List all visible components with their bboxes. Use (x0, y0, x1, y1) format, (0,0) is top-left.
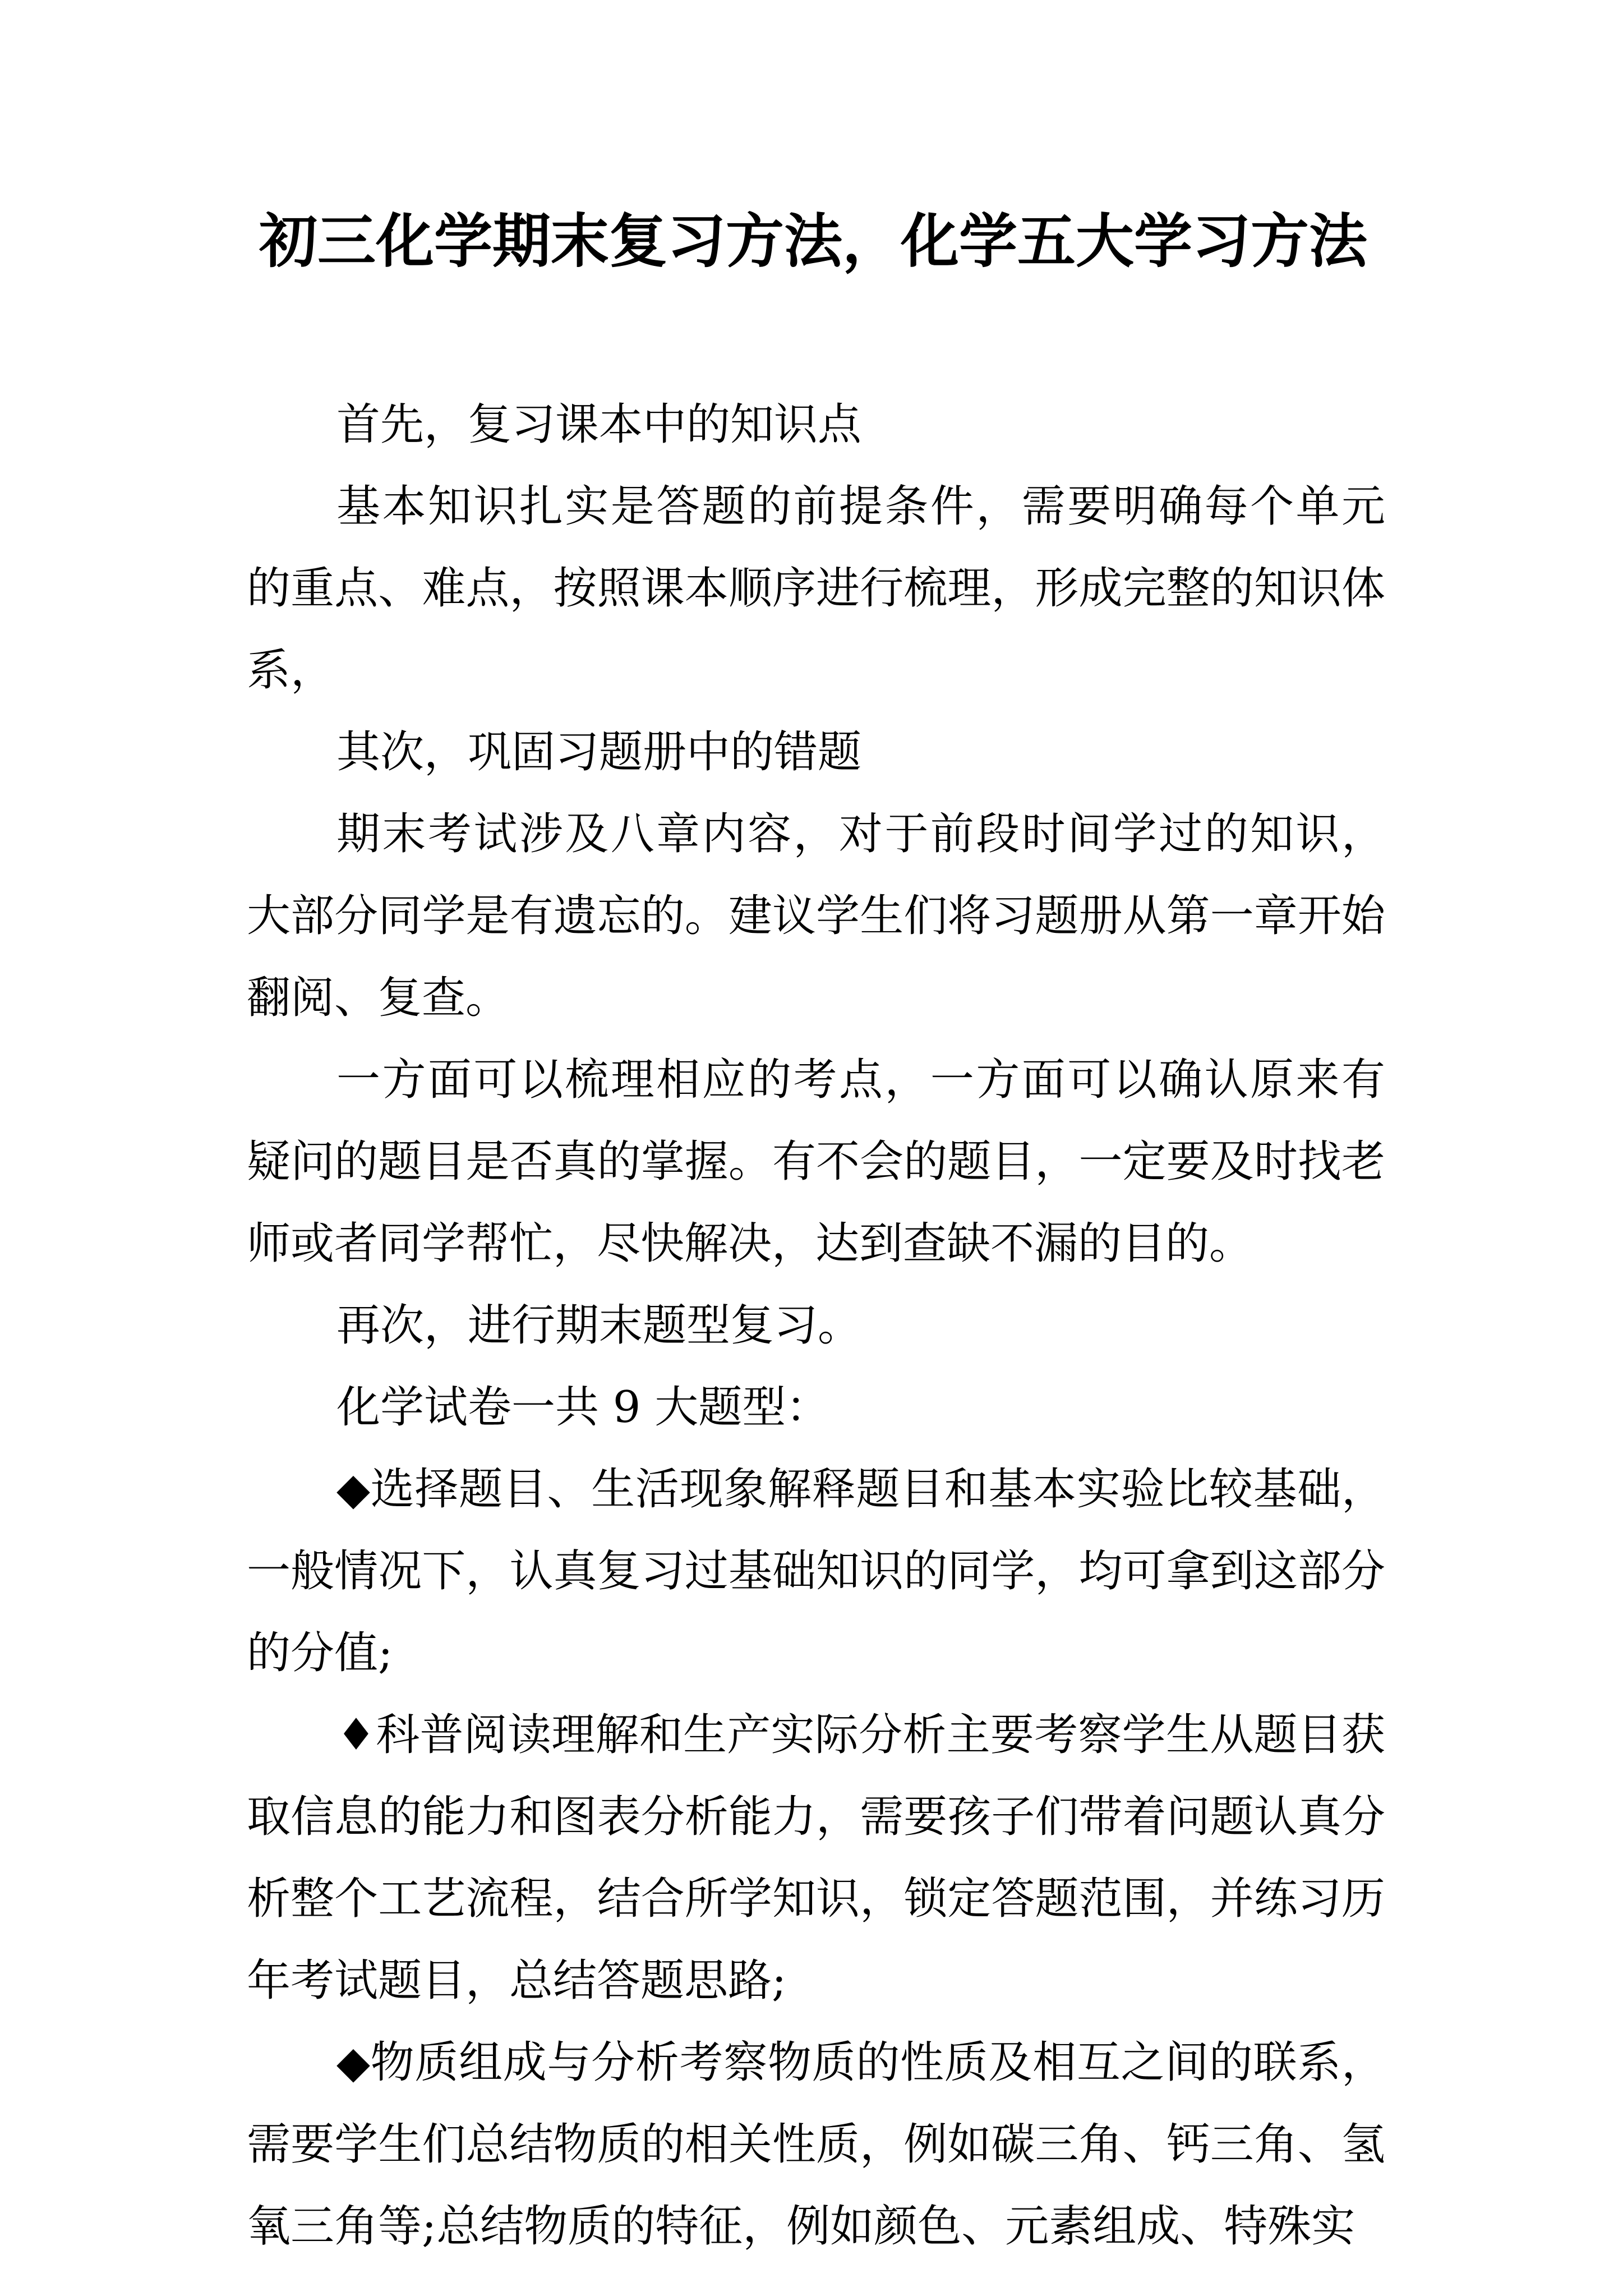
paragraph-basic-knowledge: 基本知识扎实是答题的前提条件，需要明确每个单元的重点、难点，按照课本顺序进行梳理，形成完整的知识体系， (247, 481, 1385, 696)
paragraph-exam-eight-chapters: 期末考试涉及八章内容，对于前段时间学过的知识，大部分同学是有遗忘的。建议学生们将习题册从第一章开始翻阅、复查。 (247, 809, 1385, 1023)
paragraph-bullet-substance-composition: ◆物质组成与分析考察物质的性质及相互之间的联系，需要学生们总结物质的相关性质，例如碳三角、钙三角、氢氧三角等;总结物质的特征，例如颜色、元素组成、特殊实 (247, 2037, 1385, 2252)
paragraph-review-textbook-heading: 首先，复习课本中的知识点 (336, 399, 862, 450)
paragraph-nine-question-types: 化学试卷一共 9 大题型： (336, 1382, 830, 1433)
document-body (247, 384, 1385, 2267)
paragraph-bullet-science-reading: ♦科普阅读理解和生产实际分析主要考察学生从题目获取信息的能力和图表分析能力，需要孩子们带着问题认真分析整个工艺流程，结合所学知识，锁定答题范围，并练习历年考试题目，总结答题思路; (247, 1710, 1385, 2006)
paragraph-bullet-choice-questions: ◆选择题目、生活现象解释题目和基本实验比较基础，一般情况下，认真复习过基础知识的同学，均可拿到这部分的分值; (247, 1464, 1385, 1678)
paragraph-question-type-review-heading: 再次，进行期末题型复习。 (336, 1300, 862, 1351)
paragraph-consolidate-mistakes-heading: 其次，巩固习题册中的错题 (336, 727, 862, 777)
document-title: 初三化学期末复习方法，化学五大学习方法 (259, 206, 1367, 275)
paragraph-sort-key-points: 一方面可以梳理相应的考点，一方面可以确认原来有疑问的题目是否真的掌握。有不会的题目，一定要及时找老师或者同学帮忙，尽快解决，达到查缺不漏的目的。 (247, 1055, 1385, 1269)
